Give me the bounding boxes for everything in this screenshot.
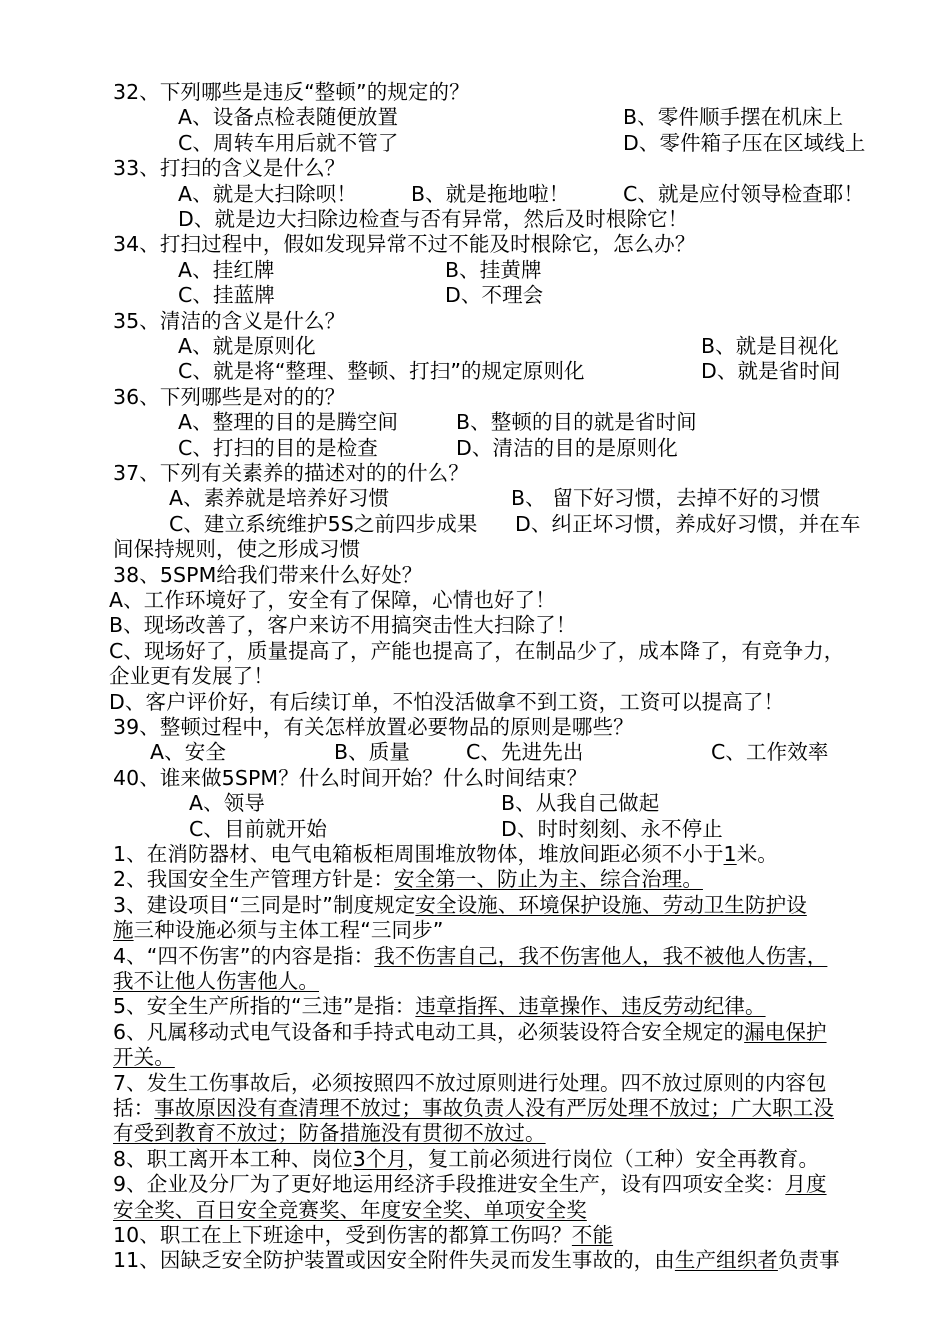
fact-6-answer-part-2: 开关。 <box>113 1045 175 1070</box>
fact-6-line-2 <box>113 1045 903 1070</box>
question-32-option-b: B、零件顺手摆在机床上 <box>623 105 844 130</box>
fact-7-line-1: 7、发生工伤事故后，必须按照四不放过原则进行处理。四不放过原则的内容包 <box>113 1070 827 1095</box>
question-38-option-c-line-1: C、现场好了，质量提高了，产能也提高了，在制品少了，成本降了，有竞争力， <box>109 638 845 663</box>
question-37-option-d-line-2: 间保持规则，使之形成习惯 <box>113 537 361 562</box>
fact-8-text: 8、职工离开本工种、岗位 <box>113 1146 353 1171</box>
fact-10 <box>113 1223 903 1248</box>
question-33-option-d: D、就是边大扫除边检查与否有异常，然后及时根除它！ <box>178 206 689 231</box>
fact-5-text: 5、安全生产所指的“三违”是指： <box>113 994 416 1019</box>
fact-2 <box>113 867 903 892</box>
question-40-option-d: D、时时刻刻、永不停止 <box>501 816 723 841</box>
fact-1-suffix: 米。 <box>736 841 778 866</box>
question-38-stem: 38、5SPM给我们带来什么好处？ <box>113 562 423 587</box>
question-35-option-b: B、就是目视化 <box>701 333 839 358</box>
fact-7-answer-part-2: 有受到教育不放过；防备措施没有贯彻不放过。 <box>113 1121 546 1146</box>
question-37-option-b: B、 留下好习惯，去掉不好的习惯 <box>511 486 821 511</box>
question-36-option-b: B、整顿的目的就是省时间 <box>456 410 697 435</box>
question-35-options-row-1 <box>113 334 903 359</box>
question-35-option-a: A、就是原则化 <box>178 333 316 358</box>
question-36-options-row-1 <box>113 410 903 435</box>
fact-9-answer-part-1: 月度 <box>785 1172 827 1197</box>
question-37-option-a: A、素养就是培养好习惯 <box>169 486 390 511</box>
fact-1-text: 1、在消防器材、电气电箱板柜周围堆放物体，堆放间距必须不小于 <box>113 841 724 866</box>
question-40-options-row-2 <box>113 817 903 842</box>
question-34-option-c: C、挂蓝牌 <box>178 283 275 308</box>
question-39-options-row <box>113 740 903 765</box>
question-40-stem: 40、谁来做5SPM？什么时间开始？什么时间结束？ <box>113 765 588 790</box>
question-39-option-b: B、质量 <box>334 740 410 765</box>
question-36-option-a: A、整理的目的是腾空间 <box>178 410 399 435</box>
question-40-option-c: C、目前就开始 <box>189 816 328 841</box>
question-38-option-a: A、工作环境好了，安全有了保障，心情也好了！ <box>109 587 556 612</box>
fact-3-line-1 <box>113 893 903 918</box>
question-33-options-row-1 <box>113 182 903 207</box>
fact-4-answer-part-1: 我不伤害自己，我不伤害他人，我不被他人伤害， <box>374 943 828 968</box>
question-32-option-c: C、周转车用后就不管了 <box>178 130 399 155</box>
question-32-options-row-1 <box>113 105 903 130</box>
fact-11-text: 11、因缺乏安全防护装置或因安全附件失灵而发生事故的，由 <box>113 1248 675 1273</box>
fact-9-answer-part-2: 安全奖、百日安全竞赛奖、年度安全奖、单项安全奖 <box>113 1197 587 1222</box>
fact-3-line-2 <box>113 918 903 943</box>
fact-7-line-3 <box>113 1121 903 1146</box>
fact-9-line-1 <box>113 1172 903 1197</box>
question-40-options-row-1 <box>113 791 903 816</box>
question-38-option-d: D、客户评价好，有后续订单，不怕没活做拿不到工资，工资可以提高了！ <box>109 689 785 714</box>
question-38-option-c-line-2: 企业更有发展了！ <box>109 664 274 689</box>
question-38-option-b: B、现场改善了，客户来访不用搞突击性大扫除了！ <box>109 613 577 638</box>
fact-8 <box>113 1147 903 1172</box>
fact-8-answer: 3个月 <box>352 1146 408 1171</box>
fact-8-suffix: ，复工前必须进行岗位（工种）安全再教育。 <box>407 1146 820 1171</box>
fact-1-answer: 1 <box>723 841 737 866</box>
question-33-stem: 33、打扫的含义是什么？ <box>113 156 346 181</box>
document-page <box>109 80 903 1274</box>
fact-3-answer-part-1: 安全设施、环境保护设施、劳动卫生防护设 <box>415 892 807 917</box>
fact-5 <box>113 994 903 1019</box>
question-33-option-b: B、就是拖地啦！ <box>411 181 570 206</box>
fact-11-suffix: 负责事 <box>777 1248 840 1273</box>
fact-1 <box>113 842 903 867</box>
fact-11-answer: 生产组织者 <box>674 1248 778 1273</box>
question-40-option-a: A、领导 <box>189 791 265 816</box>
question-39-option-d: C、工作效率 <box>711 740 829 765</box>
fact-3-answer-part-2: 施 <box>113 918 134 943</box>
question-33-options-row-2 <box>113 207 903 232</box>
fact-11 <box>113 1248 903 1273</box>
fact-10-answer: 不能 <box>571 1223 614 1248</box>
question-37-options-row-2 <box>113 512 903 537</box>
question-37-stem: 37、下列有关素养的描述对的的什么？ <box>113 460 469 485</box>
question-37-option-d-line-1: D、纠正坏习惯，养成好习惯，并在车 <box>515 511 861 536</box>
question-32-stem: 32、下列哪些是违反“整顿”的规定的？ <box>113 80 470 104</box>
question-34-option-d: D、不理会 <box>445 283 544 308</box>
question-37-option-c: C、建立系统维护5S之前四步成果 <box>169 511 478 536</box>
question-34-options-row-2 <box>113 283 903 308</box>
fact-3-text: 3、建设项目“三同是时”制度规定 <box>113 892 416 917</box>
question-39-option-c: C、先进先出 <box>466 740 584 765</box>
question-35-option-d: D、就是省时间 <box>701 359 841 384</box>
fact-4-text: 4、“四不伤害”的内容是指： <box>113 943 375 968</box>
question-32-option-a: A、设备点检表随便放置 <box>178 105 399 130</box>
question-36-options-row-2 <box>113 436 903 461</box>
question-35-options-row-2 <box>113 359 903 384</box>
fact-2-answer: 安全第一、防止为主、综合治理。 <box>393 867 703 892</box>
fact-9-text: 9、企业及分厂为了更好地运用经济手段推进安全生产，设有四项安全奖： <box>113 1172 786 1197</box>
question-32-options-row-2 <box>113 131 903 156</box>
fact-5-answer: 违章指挥、违章操作、违反劳动纪律。 <box>415 994 766 1019</box>
question-34-stem: 34、打扫过程中，假如发现异常不过不能及时根除它，怎么办？ <box>113 232 696 257</box>
question-35-stem: 35、清洁的含义是什么？ <box>113 308 346 333</box>
fact-6-text: 6、凡属移动式电气设备和手持式电动工具，必须装设符合安全规定的 <box>113 1019 745 1044</box>
question-33-option-a: A、就是大扫除呗！ <box>178 181 357 206</box>
fact-3-suffix: 三种设施必须与主体工程“三同步” <box>133 918 444 943</box>
question-34-options-row-1 <box>113 258 903 283</box>
fact-7-text: 括： <box>113 1096 155 1121</box>
question-35-option-c: C、就是将“整理、整顿、打扫”的规定原则化 <box>178 359 585 384</box>
fact-10-text: 10、职工在上下班途中，受到伤害的都算工伤吗？ <box>113 1223 572 1248</box>
question-33-option-c: C、就是应付领导检查耶！ <box>623 181 865 206</box>
question-39-stem: 39、整顿过程中，有关怎样放置必要物品的原则是哪些？ <box>113 714 634 739</box>
question-36-stem: 36、下列哪些是对的的？ <box>113 384 346 409</box>
question-32-option-d: D、零件箱子压在区域线上 <box>623 130 866 155</box>
question-39-option-a: A、安全 <box>150 740 226 765</box>
question-36-option-c: C、打扫的目的是检查 <box>178 435 378 460</box>
fact-7-answer-part-1: 事故原因没有查清理不放过；事故负责人没有严厉处理不放过；广大职工没 <box>154 1096 835 1121</box>
fact-4-line-2 <box>113 969 903 994</box>
fact-2-text: 2、我国安全生产管理方针是： <box>113 867 394 892</box>
question-34-option-a: A、挂红牌 <box>178 257 275 282</box>
question-40-option-b: B、从我自己做起 <box>501 791 660 816</box>
question-36-option-d: D、清洁的目的是原则化 <box>456 435 678 460</box>
fact-9-line-2 <box>113 1198 903 1223</box>
fact-7-line-2 <box>113 1096 903 1121</box>
question-37-options-row-1 <box>113 486 903 511</box>
fact-4-answer-part-2: 我不让他人伤害他人。 <box>113 968 319 993</box>
fact-6-line-1 <box>113 1020 903 1045</box>
question-34-option-b: B、挂黄牌 <box>445 257 542 282</box>
fact-6-answer-part-1: 漏电保护 <box>744 1019 827 1044</box>
fact-4-line-1 <box>113 944 903 969</box>
